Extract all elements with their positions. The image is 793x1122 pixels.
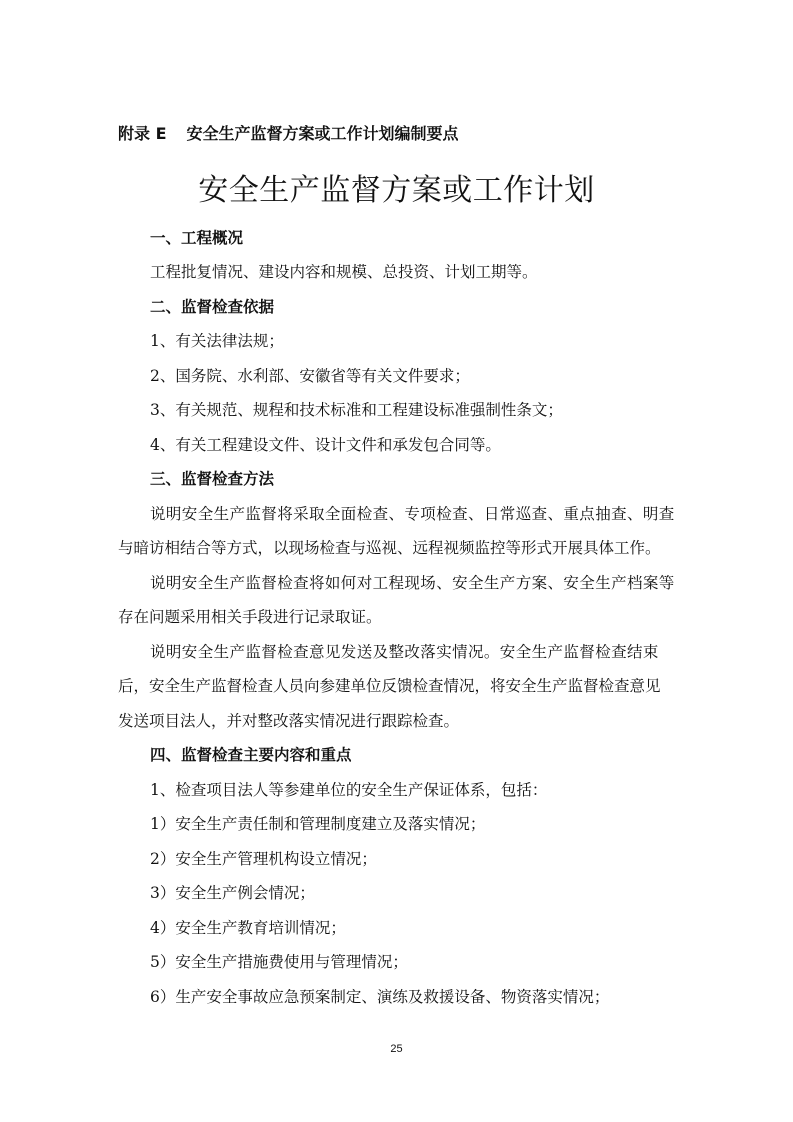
method-paragraph-line: 说明安全生产监督检查意见发送及整改落实情况。安全生产监督检查结束	[150, 643, 659, 661]
content-item: 6）生产安全事故应急预案制定、演练及救援设备、物资落实情况；	[150, 988, 610, 1006]
method-paragraph-line: 与暗访相结合等方式，以现场检查与巡视、远程视频监控等形式开展具体工作。	[118, 539, 661, 557]
appendix-label: 附录 E	[118, 124, 167, 143]
method-paragraph-line: 说明安全生产监督将采取全面检查、专项检查、日常巡查、重点抽查、明查	[150, 505, 675, 523]
overview-line: 工程批复情况、建设内容和规模、总投资、计划工期等。	[150, 263, 538, 281]
page-number: 25	[390, 1043, 403, 1055]
method-paragraph-line: 存在问题采用相关手段进行记录取证。	[118, 608, 382, 626]
content-item: 4）安全生产教育培训情况；	[150, 919, 346, 937]
method-paragraph-line: 说明安全生产监督检查将如何对工程现场、安全生产方案、安全生产档案等	[150, 574, 675, 592]
basis-item: 3、有关规范、规程和技术标准和工程建设标准强制性条文；	[150, 401, 563, 419]
section-heading-basis: 二、监督检查依据	[150, 298, 275, 316]
section-heading-method: 三、监督检查方法	[150, 470, 275, 488]
content-item: 5）安全生产措施费使用与管理情况；	[150, 953, 408, 971]
section-heading-overview: 一、工程概况	[150, 229, 244, 247]
document-title: 安全生产监督方案或工作计划	[198, 173, 595, 208]
method-paragraph-line: 发送项目法人，并对整改落实情况进行跟踪检查。	[118, 712, 460, 730]
content-item: 1）安全生产责任制和管理制度建立及落实情况；	[150, 815, 486, 833]
basis-item: 1、有关法律法规；	[150, 332, 284, 350]
section-heading-content: 四、监督检查主要内容和重点	[150, 746, 352, 764]
basis-item: 4、有关工程建设文件、设计文件和承发包合同等。	[150, 436, 501, 454]
appendix-title: 安全生产监督方案或工作计划编制要点	[186, 124, 459, 143]
content-item: 3）安全生产例会情况；	[150, 884, 315, 902]
content-item: 1、检查项目法人等参建单位的安全生产保证体系，包括：	[150, 781, 548, 799]
appendix-heading	[118, 124, 459, 144]
basis-item: 2、国务院、水利部、安徽省等有关文件要求；	[150, 367, 470, 385]
content-item: 2）安全生产管理机构设立情况；	[150, 850, 377, 868]
method-paragraph-line: 后，安全生产监督检查人员向参建单位反馈检查情况，将安全生产监督检查意见	[118, 677, 661, 695]
